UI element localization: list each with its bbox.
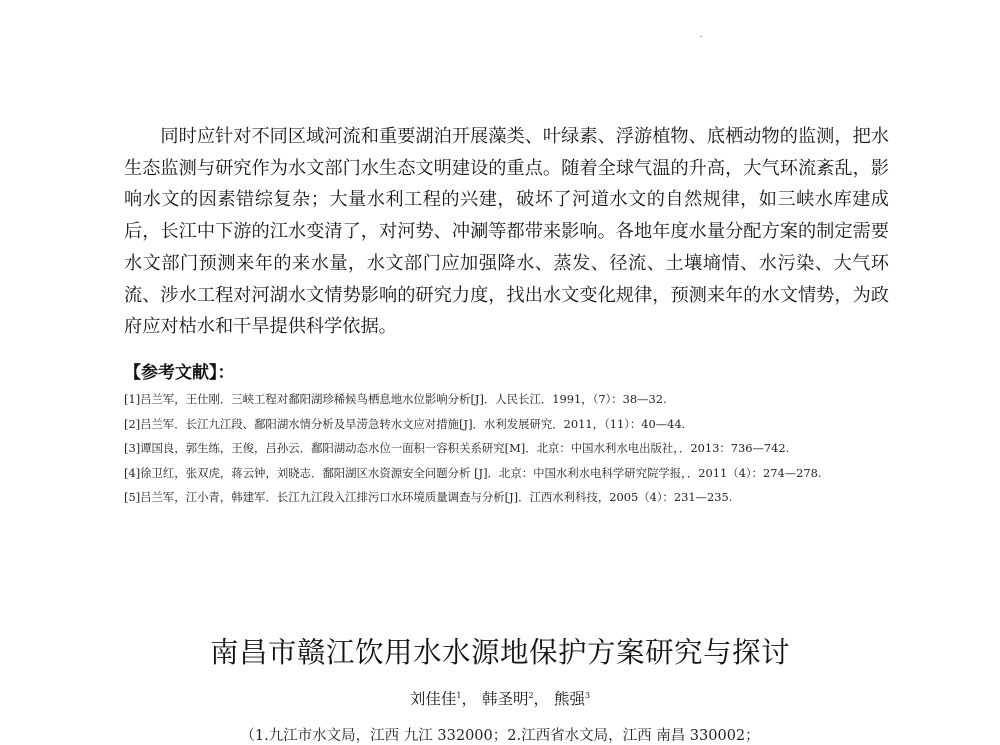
reference-item: [5]吕兰军，江小青，韩建军．长江九江段入江排污口水环境质量调查与分析[J]．江西水利科技，2005（4）：231—235. — [124, 490, 733, 505]
affiliation-mark: 2 — [528, 690, 534, 700]
author-separator: ， — [533, 690, 550, 708]
reference-item: [2]吕兰军．长江九江段、鄱阳湖水情分析及旱涝急转水文应对措施[J]．水利发展研究．2011，（11）：40—44. — [124, 416, 686, 431]
body-paragraph: 同时应针对不同区域河流和重要湖泊开展藻类、叶绿素、浮游植物、底栖动物的监测，把水生态监测与研究作为水文部门水生态文明建设的重点。随着全球气温的升高，大气环流紊乱，影响水文的因素错综复杂；大量水利工程的兴建，破坏了河道水文的自然规律，如三峡水库建成后，长江中下游的江水变清了，对河势、冲涮等都带来影响。各地年度水量分配方案的制定需要水文部门预测来年的来水量，水文部门应加强降水、蒸发、径流、土壤墒情、水污染、大气环流、涉水工程对河湖水文情势影响的研究力度，找出水文变化规律，预测来年的水文情势，为政府应对枯水和干旱提供科学依据。 — [124, 126, 889, 338]
reference-item: [1]吕兰军，王仕刚．三峡工程对鄱阳湖珍稀候鸟栖息地水位影响分析[J]．人民长江．1991，（7）：38—32. — [124, 392, 667, 406]
article-title: 南昌市赣江饮用水水源地保护方案研究与探讨 — [209, 636, 790, 669]
reference-list — [124, 387, 904, 510]
references-heading: 【参考文献】： — [124, 363, 235, 383]
author-name: 韩圣明 — [481, 690, 529, 708]
affiliation-mark: 1 — [456, 690, 462, 700]
author-separator: ， — [461, 690, 477, 708]
reference-item: [4]徐卫红，张双虎，蒋云钟，刘晓志．鄱阳湖区水资源安全问题分析 [J]．北京：中国水利水电科学研究院学报，．2011（4）：274—278. — [124, 465, 822, 480]
affiliation-mark: 3 — [585, 690, 591, 700]
scan-speck — [700, 36, 702, 37]
author-line — [0, 687, 1000, 709]
author-name: 熊强 — [554, 690, 586, 708]
author-name: 刘佳佳 — [409, 690, 457, 708]
reference-item: [3]谭国良，郭生练，王俊，吕孙云．鄱阳湖动态水位一面积一容积关系研究[M]．北京：中国水利水电出版社，．2013：736—742. — [124, 441, 790, 456]
affiliations: （1.九江市水文局，江西 九江 332000；2.江西省水文局，江西 南昌 330002； — [240, 728, 760, 744]
